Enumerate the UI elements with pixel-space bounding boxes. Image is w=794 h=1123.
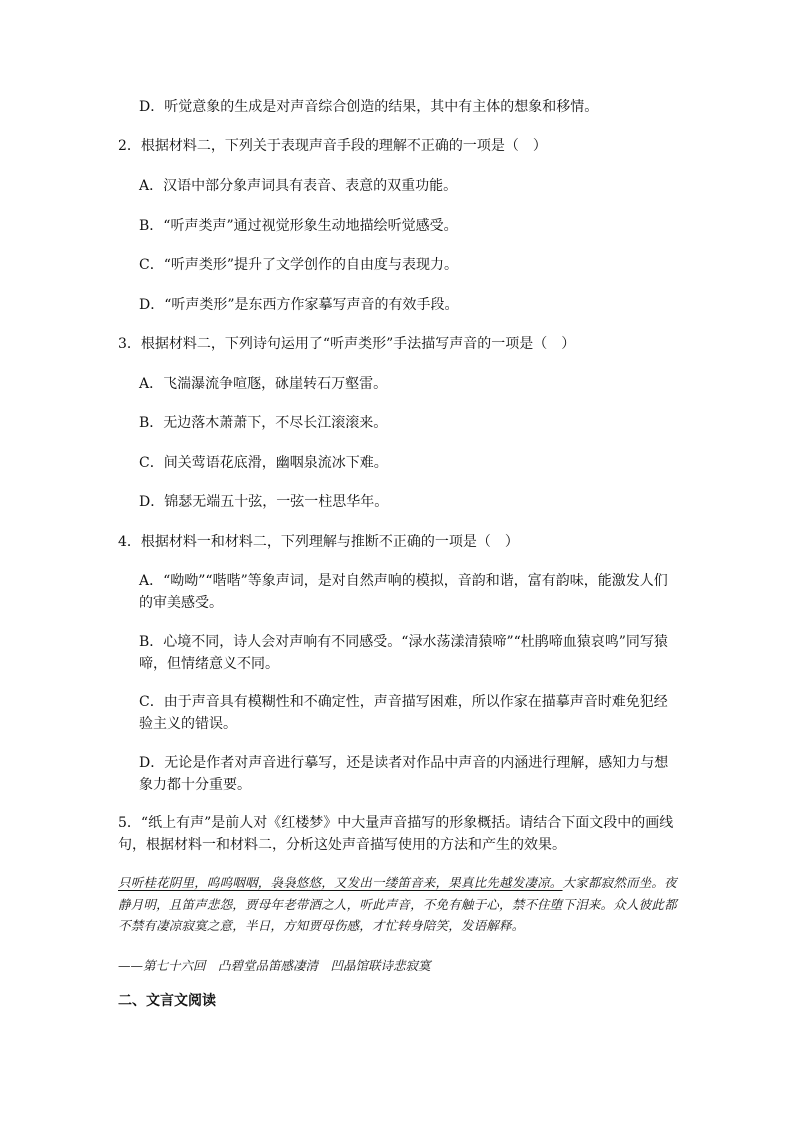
q4-option-a: A．“呦呦”“喈喈”等象声词，是对自然声响的模拟，音韵和谐，富有韵味，能激发人们的审美感受。 [139, 573, 668, 611]
q2-option-a: A．汉语中部分象声词具有表音、表意的双重功能。 [139, 178, 458, 194]
q4-option-d: D．无论是作者对声音进行摹写，还是读者对作品中声音的内涵进行理解，感知力与想象力都十分重要。 [139, 755, 669, 793]
section-title: 二、文言文阅读 [118, 993, 216, 1009]
q1-option-d: D．听觉意象的生成是对声音综合创造的结果，其中有主体的想象和移情。 [139, 99, 599, 115]
q3-option-a: A．飞湍瀑流争喧豗，砯崖转石万壑雷。 [139, 376, 388, 392]
q4-option-b: B．心境不同，诗人会对声响有不同感受。“渌水荡漾清猿啼”“杜鹃啼血猿哀鸣”同写猿啼，但情绪意义不同。 [139, 634, 668, 672]
q5-stem: 5．“纸上有声”是前人对《红楼梦》中大量声音描写的形象概括。请结合下面文段中的画线句，根据材料一和材料二，分析这处声音描写使用的方法和产生的效果。 [118, 815, 674, 853]
q2-option-b: B．“听声类声”通过视觉形象生动地描绘听觉感受。 [139, 218, 458, 234]
q4-option-c: C．由于声音具有模糊性和不确定性，声音描写困难，所以作家在描摹声音时难免犯经验主义的错误。 [139, 694, 668, 732]
q2-stem: 2．根据材料二，下列关于表现声音手段的理解不正确的一项是（ ） [118, 138, 547, 154]
q3-stem: 3．根据材料二，下列诗句运用了“听声类形”手法描写声音的一项是（ ） [118, 336, 576, 352]
underlined-sentence: 只听桂花阴里，呜呜咽咽，袅袅悠悠，又发出一缕笛音来，果真比先越发凄凉。 [118, 875, 563, 890]
q4-stem: 4．根据材料一和材料二，下列理解与推断不正确的一项是（ ） [118, 534, 519, 550]
excerpt-source: ——第七十六回 凸碧堂品笛感凄清 凹晶馆联诗悲寂寞 [118, 958, 431, 973]
q3-option-d: D．锦瑟无端五十弦，一弦一柱思华年。 [139, 494, 389, 510]
q2-option-c: C．“听声类形”提升了文学创作的自由度与表现力。 [139, 257, 459, 273]
q3-option-b: B．无边落木萧萧下，不尽长江滚滚来。 [139, 415, 388, 431]
q2-option-d: D．“听声类形”是东西方作家摹写声音的有效手段。 [139, 297, 459, 313]
excerpt-rest: 大家都寂然而坐。夜静月明，且笛声悲怨，贾母年老带酒之人，听此声音，不免有触于心，禁不住堕下泪来。众人彼此都不禁有凄凉寂寞之意，半日，方知贾母伤感，才忙转身陪笑，发语解释。 [118, 875, 677, 933]
hongloumeng-excerpt [118, 872, 678, 937]
q3-option-c: C．间关莺语花底滑，幽咽泉流冰下难。 [139, 455, 388, 471]
